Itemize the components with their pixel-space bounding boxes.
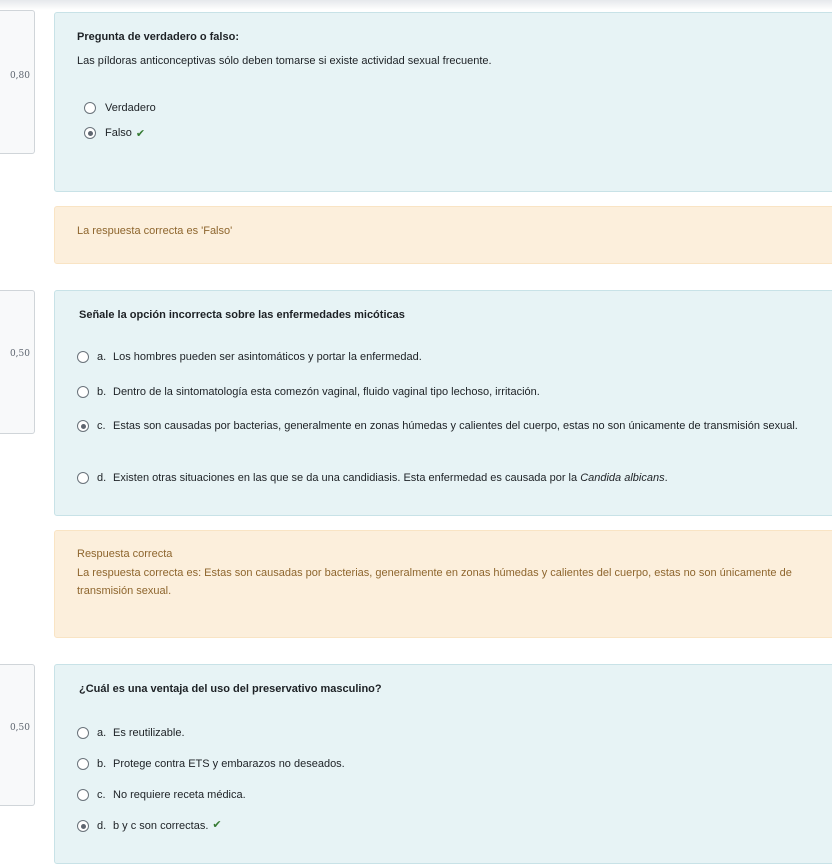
question-mark-1: 0,80 — [9, 71, 30, 81]
question-box-3 — [54, 664, 832, 864]
option-letter: c. — [97, 420, 106, 432]
question-info-2 — [0, 290, 35, 434]
question-text-1: Las píldoras anticonceptivas sólo deben tomarse si existe actividad sexual frecuente. — [77, 55, 492, 67]
option-falso[interactable] — [84, 127, 824, 141]
top-shadow — [0, 0, 832, 10]
question-text-3: ¿Cuál es una ventaja del uso del preservativo masculino? — [79, 683, 382, 695]
option-letter: a. — [97, 727, 107, 739]
correct-check-icon: ✔ — [135, 128, 146, 140]
radio-button-selected[interactable] — [77, 420, 89, 432]
option-letter: b. — [97, 386, 107, 398]
feedback-text-1: La respuesta correcta es 'Falso' — [77, 225, 233, 237]
correct-check-icon: ✔ — [212, 819, 222, 831]
option-label: Estas son causadas por bacterias, generalmente en zonas húmedas y calientes del cuerpo, estas no son únicamente de transmisión sexual. — [113, 420, 798, 432]
option-letter: b. — [97, 758, 107, 770]
radio-button[interactable] — [77, 351, 89, 363]
question-box-1 — [54, 12, 832, 192]
feedback-title-2: Respuesta correcta — [77, 548, 173, 560]
radio-button[interactable] — [84, 102, 96, 114]
option-label: Verdadero — [105, 102, 156, 114]
question-mark-2: 0,50 — [9, 349, 30, 359]
option-label: Los hombres pueden ser asintomáticos y portar la enfermedad. — [113, 351, 422, 363]
radio-button[interactable] — [77, 758, 89, 770]
radio-button-selected[interactable] — [77, 820, 89, 832]
radio-button[interactable] — [77, 386, 89, 398]
option-letter: a. — [97, 351, 107, 363]
option-label: Falso — [105, 127, 132, 139]
question-text-2: Señale la opción incorrecta sobre las enfermedades micóticas — [79, 309, 405, 321]
option-d[interactable] — [77, 472, 817, 486]
option-label: Protege contra ETS y embarazos no deseados. — [113, 758, 345, 770]
option-label: No requiere receta médica. — [113, 789, 246, 801]
option-verdadero[interactable] — [84, 102, 824, 116]
option-label: b y c son correctas. — [113, 820, 209, 832]
feedback-text-2: La respuesta correcta es: Estas son causadas por bacterias, generalmente en zonas húmedas y calientes del cuerpo, estas no son únicamente de transmisión sexual. — [77, 567, 792, 597]
feedback-box-1 — [54, 206, 832, 264]
option-label: Es reutilizable. — [113, 727, 185, 739]
radio-button[interactable] — [77, 472, 89, 484]
option-a[interactable] — [77, 727, 817, 741]
option-letter: d. — [97, 472, 107, 484]
option-b[interactable] — [77, 386, 817, 400]
radio-button[interactable] — [77, 727, 89, 739]
option-label-italic: Candida albicans — [580, 472, 665, 484]
option-a[interactable] — [77, 351, 817, 365]
question-info-1 — [0, 10, 35, 154]
option-label: Dentro de la sintomatología esta comezón vaginal, fluido vaginal tipo lechoso, irritación. — [113, 386, 540, 398]
question-info-3 — [0, 664, 35, 806]
question-prompt-1: Pregunta de verdadero o falso: — [77, 31, 239, 43]
option-letter: c. — [97, 789, 106, 801]
option-d[interactable] — [77, 820, 817, 834]
option-b[interactable] — [77, 758, 817, 772]
question-box-2 — [54, 290, 832, 516]
radio-button[interactable] — [77, 789, 89, 801]
radio-button-selected[interactable] — [84, 127, 96, 139]
question-mark-3: 0,50 — [9, 723, 30, 733]
option-label: Existen otras situaciones en las que se da una candidiasis. Esta enfermedad es causada por la Candida albicans. — [113, 472, 668, 484]
option-letter: d. — [97, 820, 107, 832]
option-c[interactable] — [77, 789, 817, 803]
feedback-box-2 — [54, 530, 832, 638]
option-c[interactable] — [77, 420, 817, 434]
